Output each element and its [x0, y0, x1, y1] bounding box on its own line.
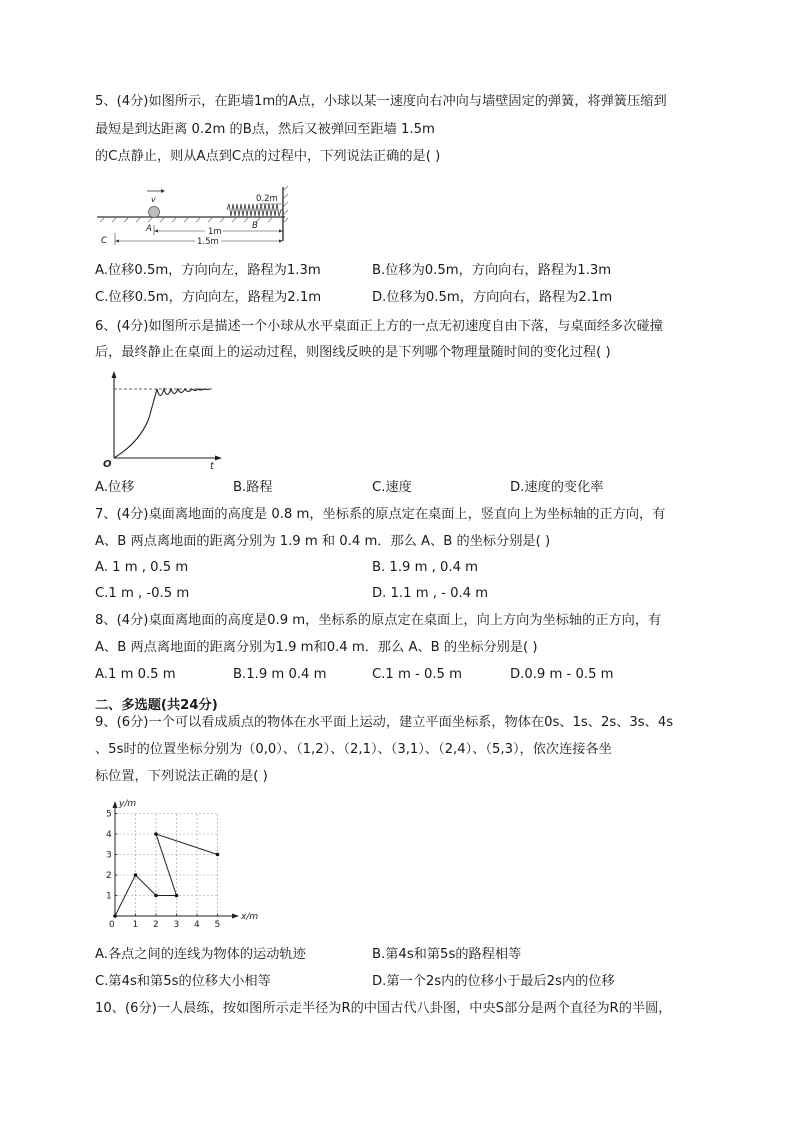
q7-line2: A、B 两点离地面的距离分别为 1.9 m 和 0.4 m．那么 A、B 的坐标分别是( )	[95, 534, 551, 549]
trajectory-line	[115, 834, 218, 916]
x-tick-label: 3	[173, 920, 180, 930]
position-point	[216, 853, 220, 857]
q5-line2: 最短是到达距离 0.2m 的B点，然后又被弹回至距墙 1.5m	[95, 122, 435, 137]
q8-option-c[interactable]: C.1 m - 0.5 m	[372, 667, 462, 682]
q8-line2: A、B 两点离地面的距离分别为1.9 m和0.4 m．那么 A、B 的坐标分别是( )	[95, 640, 538, 655]
q8-option-b[interactable]: B.1.9 m 0.4 m	[233, 667, 327, 682]
x-tick-label: 1	[132, 920, 139, 930]
y-tick-label: 3	[106, 850, 112, 861]
x-tick-label: 2	[153, 920, 159, 930]
q5-option-b[interactable]: B.位移为0.5m，方向向右，路程为1.3m	[372, 263, 612, 278]
position-point	[154, 832, 158, 836]
q8-option-d[interactable]: D.0.9 m - 0.5 m	[510, 667, 614, 682]
q9-option-a[interactable]: A.各点之间的连线为物体的运动轨迹	[95, 947, 306, 962]
position-point	[134, 873, 138, 877]
q5-figure	[95, 183, 295, 251]
y-axis-arrow	[113, 801, 118, 808]
q8-option-a[interactable]: A.1 m 0.5 m	[95, 667, 176, 682]
t-axis-label: t	[210, 461, 214, 472]
velocity-label: v	[151, 195, 156, 204]
y-axis-label: y/m	[119, 799, 137, 809]
q9-line1: 9、(6分)一个可以看成质点的物体在水平面上运动，建立平面坐标系，物体在0s、1s、2s、3s、4s	[95, 715, 674, 730]
q9-option-b[interactable]: B.第4s和第5s的路程相等	[372, 947, 522, 962]
q7-line1: 7、(4分)桌面离地面的高度是 0.8 m，坐标系的原点定在桌面上，竖直向上为坐标轴的正方向，有	[95, 507, 666, 522]
q5-option-c[interactable]: C.位移0.5m，方向向左，路程为2.1m	[95, 290, 322, 305]
q6-line2: 后，最终静止在桌面上的运动过程，则图线反映的是下列哪个物理量随时间的变化过程( )	[95, 345, 611, 360]
point-c-label: C	[101, 236, 107, 246]
q9-line2: 、5s时的位置坐标分别为（0,0）、（1,2）、（2,1）、（3,1）、（2,4）、（5,3），依次连接各坐	[95, 742, 612, 757]
spring-length-label: 0.2m	[256, 194, 278, 204]
position-point	[113, 914, 117, 918]
q5-line3: 的C点静止，则从A点到C点的过程中，下列说法正确的是( )	[95, 149, 441, 164]
q6-figure	[100, 370, 225, 472]
q5-option-d[interactable]: D.位移为0.5m，方向向右，路程为2.1m	[372, 290, 613, 305]
q9-position-chart	[100, 798, 275, 933]
ball-shape	[149, 207, 160, 218]
position-point	[175, 894, 179, 898]
y-tick-label: 1	[106, 891, 112, 902]
q9-line3: 标位置，下列说法正确的是( )	[95, 769, 268, 784]
q6-option-a[interactable]: A.位移	[95, 480, 135, 495]
origin-label: O	[103, 459, 112, 470]
q5-line1: 5、(4分)如图所示，在距墙1m的A点，小球以某一速度向右冲向与墙壁固定的弹簧，将弹簧压缩到	[95, 94, 667, 109]
y-tick-label: 4	[106, 830, 112, 840]
q9-option-c[interactable]: C.第4s和第5s的位移大小相等	[95, 974, 271, 989]
q7-option-a[interactable]: A. 1 m , 0.5 m	[95, 560, 189, 575]
x-axis-label: x/m	[241, 912, 259, 922]
distance-1-5m-label: 1.5m	[197, 237, 219, 247]
point-b-label: B	[252, 221, 258, 231]
y-tick-label: 2	[106, 871, 112, 881]
q10-line1: 10、(6分)一人晨练，按如图所示走半径为R的中国古代八卦图，中央S部分是两个直径为R的半圆，	[95, 1001, 672, 1016]
q9-option-d[interactable]: D.第一个2s内的位移小于最后2s内的位移	[372, 974, 615, 989]
q5-option-a[interactable]: A.位移0.5m，方向向左，路程为1.3m	[95, 263, 321, 278]
q7-option-b[interactable]: B. 1.9 m , 0.4 m	[372, 560, 479, 575]
q8-line1: 8、(4分)桌面离地面的高度是0.9 m，坐标系的原点定在桌面上，向上方向为坐标轴的正方向，有	[95, 613, 662, 628]
q6-line1: 6、(4分)如图所示是描述一个小球从水平桌面正上方的一点无初速度自由下落，与桌面经多次碰撞	[95, 319, 663, 334]
x-tick-label: 4	[194, 920, 200, 930]
q6-option-b[interactable]: B.路程	[233, 480, 273, 495]
x-tick-label: 0	[109, 920, 115, 930]
q6-curve	[114, 389, 210, 458]
section-2-title: 二、多选题(共24分)	[95, 698, 218, 713]
x-axis-arrow	[232, 914, 239, 919]
q6-option-c[interactable]: C.速度	[372, 480, 412, 495]
q7-option-d[interactable]: D. 1.1 m , - 0.4 m	[372, 586, 489, 601]
position-point	[154, 894, 158, 898]
y-tick-label: 5	[106, 809, 112, 820]
distance-1m-label: 1m	[208, 227, 222, 237]
x-tick-label: 5	[214, 920, 221, 930]
q6-option-d[interactable]: D.速度的变化率	[510, 480, 604, 495]
point-a-label: A	[146, 224, 152, 234]
q7-option-c[interactable]: C.1 m , -0.5 m	[95, 586, 190, 601]
spring-shape	[227, 204, 283, 216]
